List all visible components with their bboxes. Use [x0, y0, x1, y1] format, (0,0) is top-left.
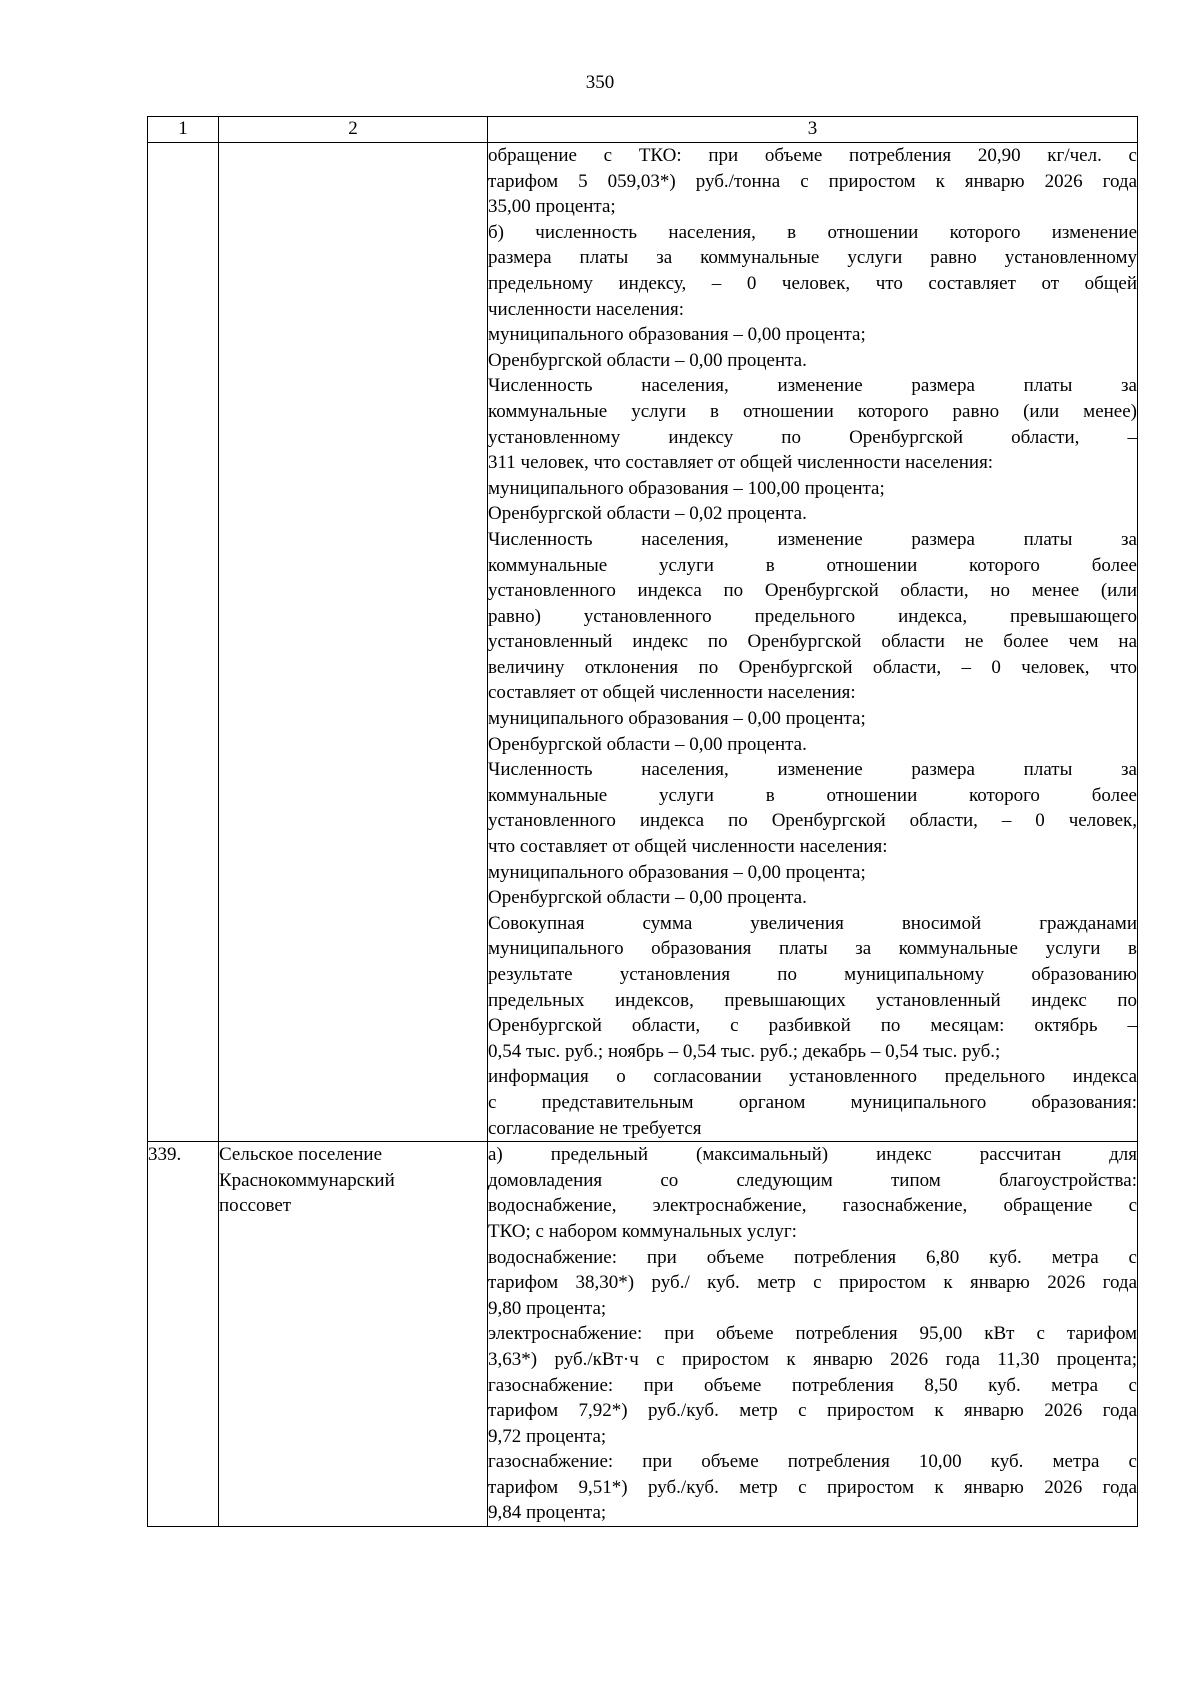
description-line: электроснабжение: при объеме потребления 95,00 кВт с тарифом	[488, 1323, 1137, 1345]
description-line: Оренбургской области – 0,00 процента.	[488, 349, 807, 371]
description-line: Оренбургской области – 0,00 процента.	[488, 887, 807, 909]
description-line: муниципального образования – 0,00 процента;	[488, 708, 866, 730]
row-number-cell: 339.	[148, 1142, 219, 1527]
description-line: водоснабжение, электроснабжение, газоснабжение, обращение с	[488, 1195, 1137, 1217]
description-line: газоснабжение: при объеме потребления 8,50 куб. метра с	[488, 1374, 1137, 1396]
column-header-1: 1	[148, 117, 219, 143]
description-line: согласование не требуется	[488, 1117, 702, 1139]
description-line: установленного индекса по Оренбургской области, – 0 человек,	[488, 810, 1137, 832]
description-line: Оренбургской области – 0,00 процента.	[488, 733, 807, 755]
description-line: муниципального образования – 100,00 процента;	[488, 477, 885, 499]
description-line: муниципального образования – 0,00 процента;	[488, 861, 866, 883]
description-line: домовладения со следующим типом благоустройства:	[488, 1169, 1137, 1191]
description-line: муниципального образования – 0,00 процента;	[488, 324, 866, 346]
description-line: величину отклонения по Оренбургской области, – 0 человек, что	[488, 656, 1137, 678]
description-line: установленного индекса по Оренбургской области, но менее (или	[488, 580, 1137, 602]
description-line: обращение с ТКО: при объеме потребления 20,90 кг/чел. с	[488, 145, 1137, 166]
column-header-2: 2	[219, 117, 488, 143]
description-line: Численность населения, изменение размера платы за	[488, 759, 1137, 781]
description-line: 9,80 процента;	[488, 1297, 607, 1319]
description-line: Совокупная сумма увеличения вносимой гражданами	[488, 912, 1137, 934]
table-row	[148, 143, 1138, 1142]
description-cell	[488, 143, 1138, 1142]
description-cell	[488, 1142, 1138, 1527]
municipality-name-cell	[219, 1142, 488, 1527]
description-line: предельному индексу, – 0 человек, что составляет от общей	[488, 272, 1137, 294]
description-line: 3,63*) руб./кВт·ч с приростом к январю 2026 года 11,30 процента;	[488, 1348, 1137, 1370]
municipality-name-cell	[219, 143, 488, 1142]
description-line: 9,84 процента;	[488, 1502, 607, 1524]
description-line: Оренбургской области, с разбивкой по месяцам: октябрь –	[488, 1015, 1137, 1037]
description-line: газоснабжение: при объеме потребления 10,00 куб. метра с	[488, 1451, 1137, 1473]
description-line: Численность населения, изменение размера платы за	[488, 528, 1137, 550]
description-line: информация о согласовании установленного предельного индекса	[488, 1066, 1137, 1088]
description-line: ТКО; с набором коммунальных услуг:	[488, 1220, 797, 1242]
description-line: что составляет от общей численности населения:	[488, 836, 888, 858]
description-line: коммунальные услуги в отношении которого более	[488, 784, 1137, 806]
municipality-name-line: поссовет	[219, 1195, 292, 1217]
municipality-name-line: Сельское поселение	[219, 1144, 383, 1166]
row-number-cell	[148, 143, 219, 1142]
description-line: установленному индексу по Оренбургской области, –	[488, 426, 1137, 448]
description-line: водоснабжение: при объеме потребления 6,80 куб. метра с	[488, 1246, 1137, 1268]
page-number: 350	[585, 72, 615, 93]
description-line: с представительным органом муниципального образования:	[488, 1091, 1137, 1113]
description-line: численности населения:	[488, 298, 685, 320]
column-header-3: 3	[488, 117, 1138, 143]
description-line: коммунальные услуги в отношении которого равно (или менее)	[488, 400, 1137, 422]
description-line: размера платы за коммунальные услуги равно установленному	[488, 247, 1137, 269]
description-line: равно) установленного предельного индекса, превышающего	[488, 605, 1137, 627]
table-header-row	[148, 117, 1138, 143]
description-line: результате установления по муниципальному образованию	[488, 964, 1137, 985]
description-line: Численность населения, изменение размера платы за	[488, 375, 1137, 397]
description-line: тарифом 5 059,03*) руб./тонна с приростом к январю 2026 года	[488, 170, 1137, 192]
data-table	[147, 116, 1138, 1527]
description-line: муниципального образования платы за коммунальные услуги в	[488, 938, 1137, 960]
description-line: а) предельный (максимальный) индекс рассчитан для	[488, 1144, 1137, 1166]
municipality-name-line: Краснокоммунарский	[219, 1169, 395, 1191]
description-line: 9,72 процента;	[488, 1425, 607, 1447]
description-line: б) численность населения, в отношении которого изменение	[488, 221, 1137, 243]
table-row	[148, 1142, 1138, 1527]
description-line: 311 человек, что составляет от общей численности населения:	[488, 452, 994, 474]
description-line: 0,54 тыс. руб.; ноябрь – 0,54 тыс. руб.; декабрь – 0,54 тыс. руб.;	[488, 1040, 1001, 1062]
description-line: коммунальные услуги в отношении которого более	[488, 554, 1137, 576]
description-line: предельных индексов, превышающих установленный индекс по	[488, 989, 1137, 1011]
description-line: тарифом 7,92*) руб./куб. метр с приростом к январю 2026 года	[488, 1400, 1137, 1422]
description-line: составляет от общей численности населения:	[488, 682, 856, 704]
description-line: Оренбургской области – 0,02 процента.	[488, 503, 807, 525]
description-line: тарифом 9,51*) руб./куб. метр с приростом к январю 2026 года	[488, 1476, 1137, 1498]
table-body	[148, 143, 1138, 1527]
description-line: 35,00 процента;	[488, 196, 616, 218]
description-line: тарифом 38,30*) руб./ куб. метр с приростом к январю 2026 года	[488, 1272, 1137, 1294]
description-line: установленный индекс по Оренбургской области не более чем на	[488, 631, 1137, 653]
